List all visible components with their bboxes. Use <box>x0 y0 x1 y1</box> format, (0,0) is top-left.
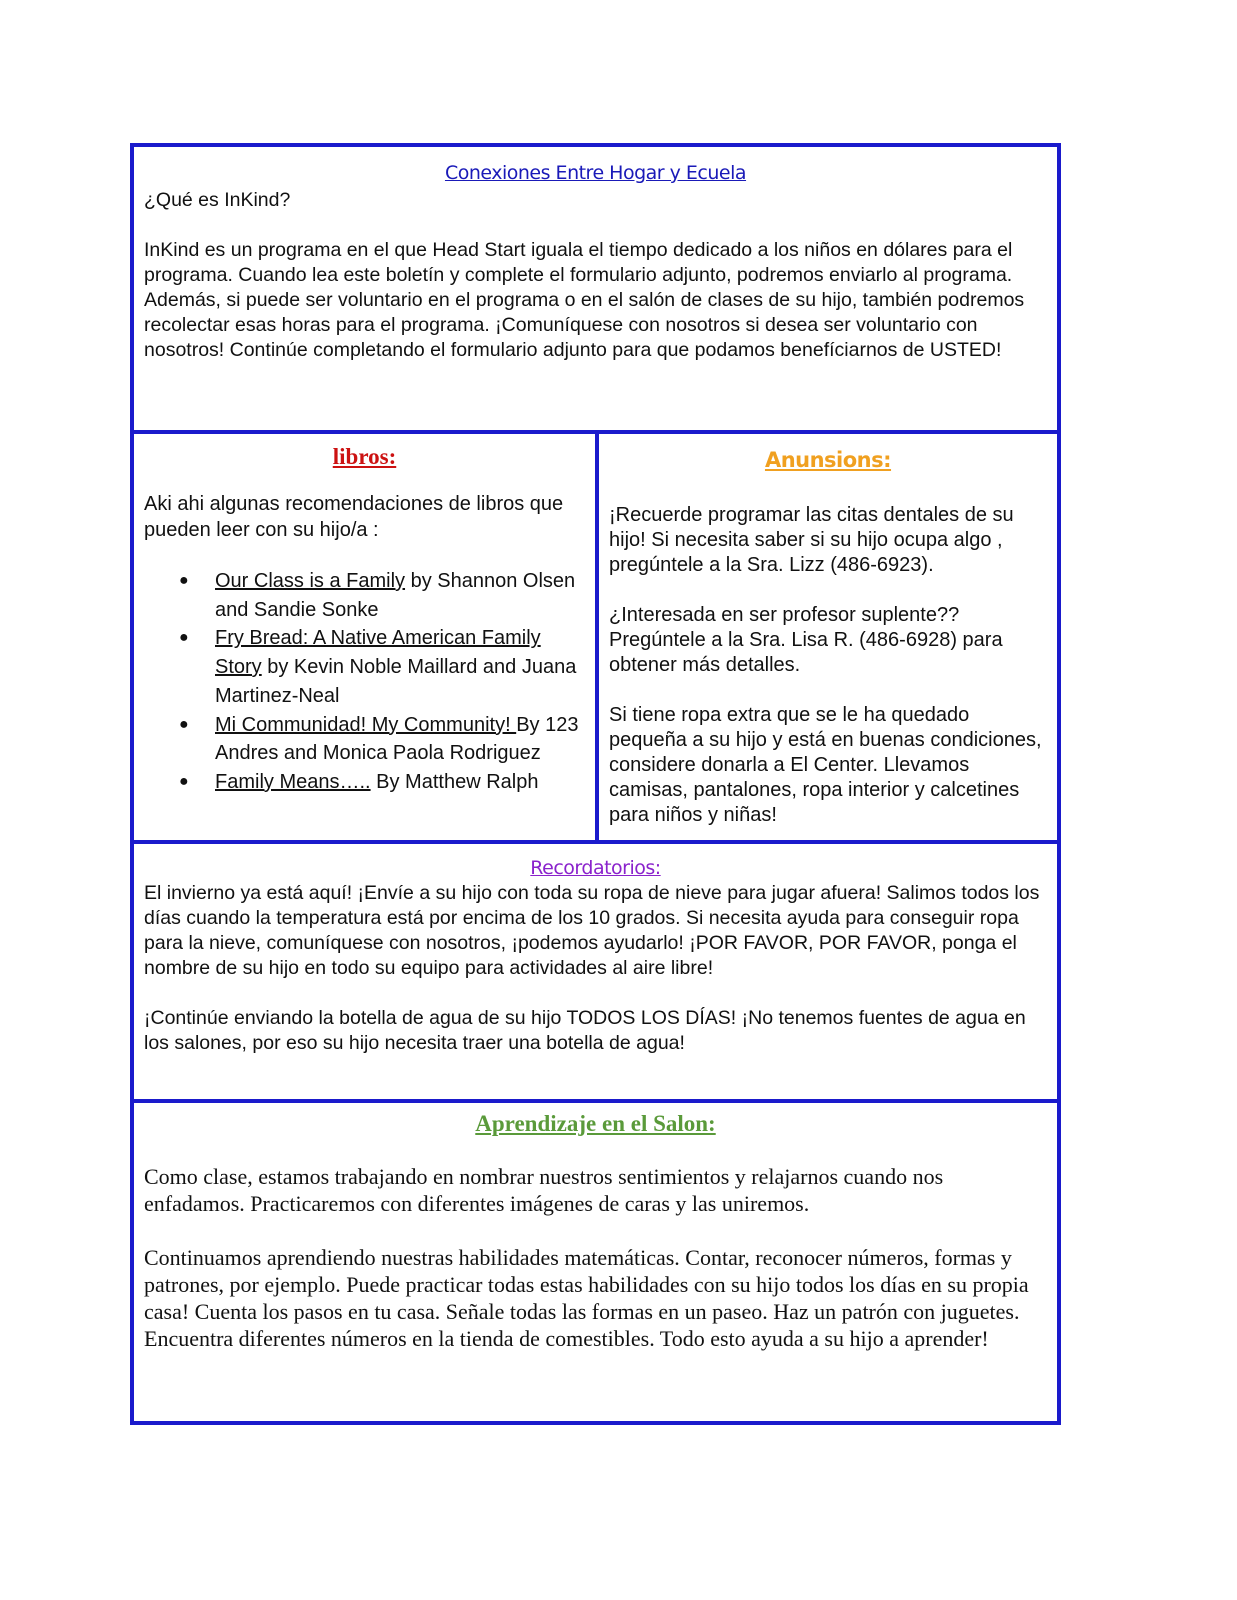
book-title: Our Class is a Family <box>215 570 406 592</box>
recordatorios-row <box>134 840 1057 1099</box>
book-list <box>144 567 585 797</box>
books-announcements-row <box>134 430 1057 840</box>
recordatorios-paragraph: El invierno ya está aquí! ¡Envíe a su hijo con toda su ropa de nieve para jugar afuera! Salimos todos los días cuando la temperatura está por encima de los 10 grados. Si necesita ayuda para conseguir ropa para la nieve, comuníquese con nosotros, ¡podemos ayudarlo! ¡POR FAVOR, POR FAVOR, ponga el nombre de su hijo en todo su equipo para actividades al aire libre! <box>144 882 1040 979</box>
anunsions-section <box>599 434 1057 840</box>
book-item <box>144 768 585 797</box>
aprendizaje-row <box>134 1099 1057 1421</box>
bullet-icon: ● <box>179 629 189 647</box>
bullet-icon: ● <box>179 572 189 589</box>
book-author: By 123 Andres and Monica Paola Rodriguez <box>215 713 579 765</box>
libros-section <box>134 434 599 840</box>
book-item <box>144 624 585 710</box>
bullet-icon: ● <box>179 772 189 790</box>
libros-intro: Aki ahi algunas recomendaciones de libros que pueden leer con su hijo/a : <box>144 493 564 541</box>
inkind-section <box>134 147 1057 430</box>
book-title: Mi Communidad! My Community! <box>215 713 517 736</box>
aprendizaje-title: Aprendizaje en el Salon: <box>475 1111 716 1136</box>
book-title: Fry Bread: A Native American Family Story <box>215 627 541 679</box>
book-author: by Kevin Noble Maillard and Juana Martinez-Neal <box>215 656 577 707</box>
anunsions-paragraph: ¡Recuerde programar las citas dentales de su hijo! Si necesita saber si su hijo ocupa algo , pregúntele a la Sra. Lizz (486-6923). <box>609 504 1014 576</box>
newsletter-page <box>130 143 1061 1425</box>
book-item <box>144 567 585 624</box>
inkind-body: InKind es un programa en el que Head Start iguala el tiempo dedicado a los niños en dólares para el programa. Cuando lea este boletín y complete el formulario adjunto, podremos enviarlo al programa. Además, si puede ser voluntario en el programa o en el salón de clases de su hijo, también podremos recolectar esas horas para el programa. ¡Comuníquese con nosotros si desea ser voluntario con nosotros! Continúe completando el formulario adjunto para que podamos benefíciarnos de USTED! <box>144 239 1025 361</box>
aprendizaje-section <box>134 1103 1057 1421</box>
recordatorios-paragraph: ¡Continúe enviando la botella de agua de su hijo TODOS LOS DÍAS! ¡No tenemos fuentes de agua en los salones, por eso su hijo necesita traer una botella de agua! <box>144 1007 1026 1054</box>
anunsions-title: Anunsions: <box>764 448 892 472</box>
aprendizaje-paragraph: Continuamos aprendiendo nuestras habilidades matemáticas. Contar, reconocer números, formas y patrones, por ejemplo. Puede practicar todas estas habilidades con su hijo todos los días en su propia casa! Cuenta los pasos en tu casa. Señale todas las formas en un paseo. Haz un patrón con juguetes. Encuentra diferentes números en la tienda de comestibles. Todo esto ayuda a su hijo a aprender! <box>144 1245 1029 1351</box>
libros-title: libros: <box>332 444 397 469</box>
inkind-question: ¿Qué es InKind? <box>144 189 291 211</box>
aprendizaje-paragraph: Como clase, estamos trabajando en nombrar nuestros sentimientos y relajarnos cuando nos enfadamos. Practicaremos con diferentes imágenes de caras y las uniremos. <box>144 1164 944 1216</box>
book-title: Family Means….. <box>215 770 371 793</box>
anunsions-paragraph: ¿Interesada en ser profesor suplente?? Pregúntele a la Sra. Lisa R. (486-6928) para obtener más detalles. <box>609 604 1003 676</box>
inkind-title: Conexiones Entre Hogar y Ecuela <box>444 162 747 184</box>
anunsions-paragraph: Si tiene ropa extra que se le ha quedado pequeña a su hijo y está en buenas condiciones, considere donarla a El Center. Llevamos camisas, pantalones, ropa interior y calcetines para niños y niñas! <box>609 704 1042 826</box>
newsletter-table <box>130 143 1061 1425</box>
recordatorios-title: Recordatorios: <box>530 857 661 879</box>
bullet-icon: ● <box>179 715 189 733</box>
book-item <box>144 711 585 768</box>
book-author: By Matthew Ralph <box>370 770 539 793</box>
book-author: by Shannon Olsen and Sandie Sonke <box>215 570 576 621</box>
recordatorios-section <box>134 844 1057 1099</box>
